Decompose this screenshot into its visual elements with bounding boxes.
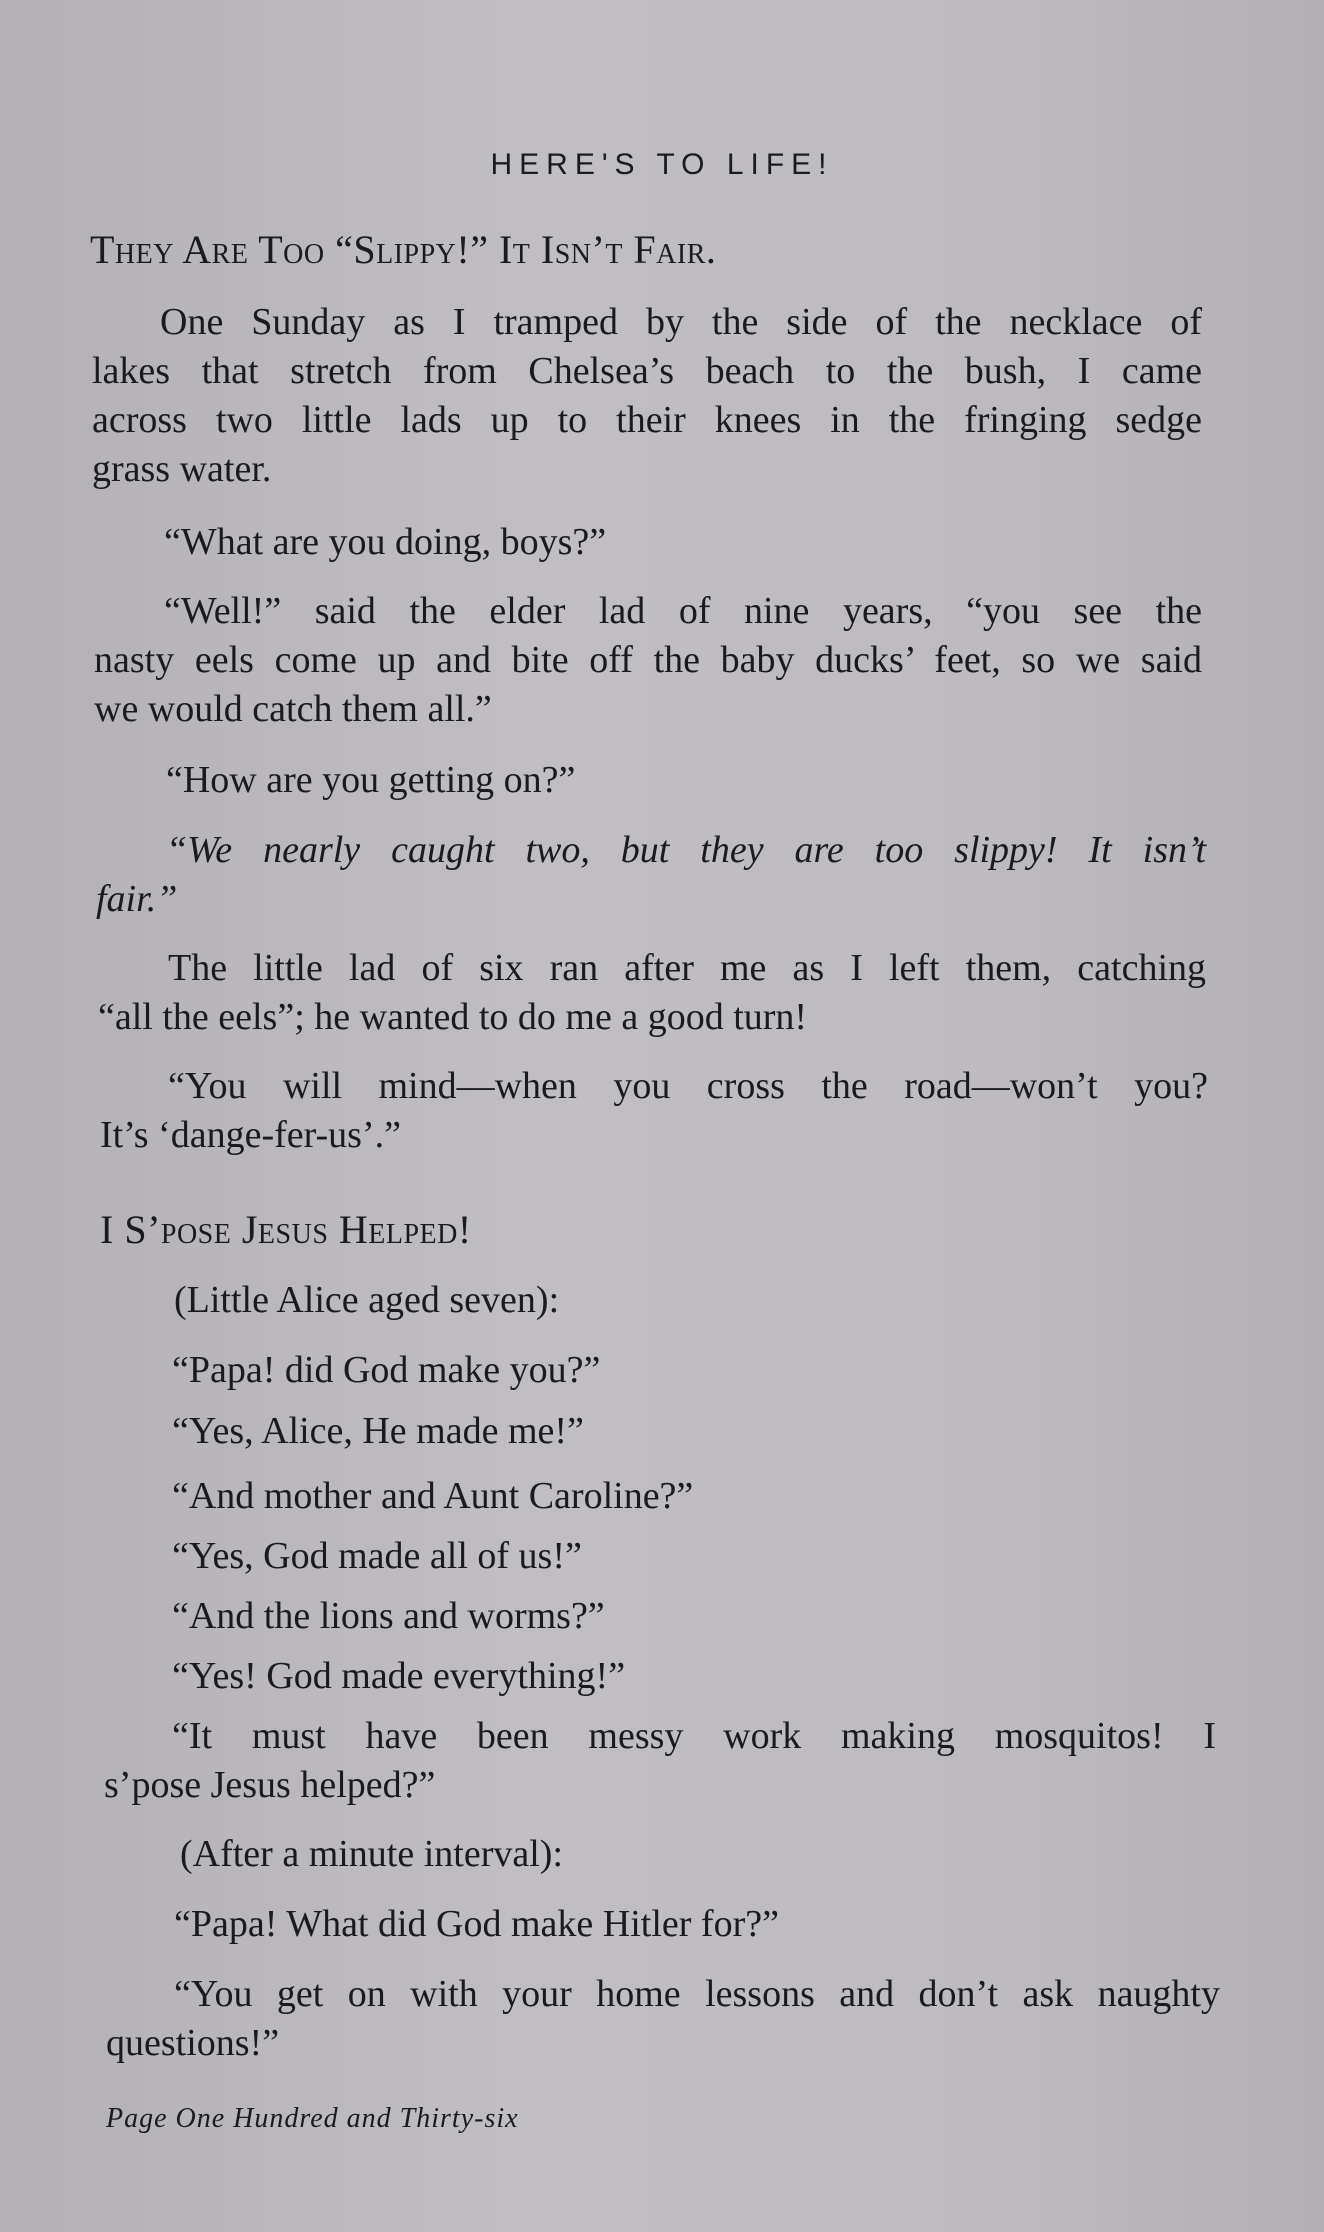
text-line: “It must have been messy work making mosquitos! I	[172, 1715, 1216, 1757]
paragraph-little-lad	[98, 944, 1206, 1042]
section-heading-jesus-helped: I S’pose Jesus Helped!	[100, 1207, 472, 1252]
text-line: we would catch them all.”	[94, 688, 492, 730]
dialogue-line: “And the lions and worms?”	[172, 1595, 605, 1637]
dialogue-line: “Yes! God made everything!”	[172, 1655, 626, 1697]
text-line: It’s ‘dange-fer-us’.”	[100, 1114, 401, 1156]
text-line: nasty eels come up and bite off the baby ducks’ feet, so we said	[94, 639, 1202, 681]
paragraph-elder-lad	[94, 587, 1202, 734]
text-line: lakes that stretch from Chelsea’s beach to the bush, I came	[92, 350, 1202, 392]
paragraph-intro	[92, 298, 1202, 494]
text-line: fair.”	[96, 878, 178, 920]
paragraph-too-slippy	[96, 826, 1206, 924]
text-line: “You will mind—when you cross the road—won’t you?	[168, 1065, 1208, 1107]
text-line: across two little lads up to their knees in the fringing sedge	[92, 399, 1202, 441]
dialogue-line: (Little Alice aged seven):	[174, 1279, 560, 1321]
text-line: questions!”	[106, 2022, 280, 2064]
text-line: grass water.	[92, 448, 272, 490]
paragraph-how-getting-on: “How are you getting on?”	[166, 759, 576, 801]
dialogue-line: “Papa! did God make you?”	[172, 1349, 601, 1391]
paragraph-question: “What are you doing, boys?”	[164, 521, 607, 563]
paragraph-final	[106, 1970, 1220, 2068]
dialogue-line: “Yes, Alice, He made me!”	[172, 1410, 584, 1452]
dialogue-line: “Yes, God made all of us!”	[172, 1535, 582, 1577]
text-line: “all the eels”; he wanted to do me a good turn!	[98, 996, 808, 1038]
running-head: HERE'S TO LIFE!	[490, 148, 834, 181]
paragraph-mosquitos	[104, 1712, 1216, 1810]
text-line: “We nearly caught two, but they are too slippy! It isn’t	[166, 829, 1206, 871]
dialogue-line: “And mother and Aunt Caroline?”	[172, 1475, 694, 1517]
text-line: The little lad of six ran after me as I left them, catching	[168, 947, 1206, 989]
text-line: “You get on with your home lessons and don’t ask naughty	[174, 1973, 1220, 2015]
text-line: One Sunday as I tramped by the side of the necklace of	[160, 301, 1202, 343]
text-line: “Well!” said the elder lad of nine years, “you see the	[164, 590, 1202, 632]
paragraph-you-will-mind	[100, 1062, 1208, 1160]
dialogue-line: “Papa! What did God make Hitler for?”	[174, 1903, 779, 1945]
text-line: s’pose Jesus helped?”	[104, 1764, 436, 1806]
page-number-footer: Page One Hundred and Thirty-six	[106, 2103, 519, 2134]
dialogue-line: (After a minute interval):	[180, 1833, 564, 1875]
section-heading-slippy: They Are Too “Slippy!” It Isn’t Fair.	[90, 227, 717, 272]
